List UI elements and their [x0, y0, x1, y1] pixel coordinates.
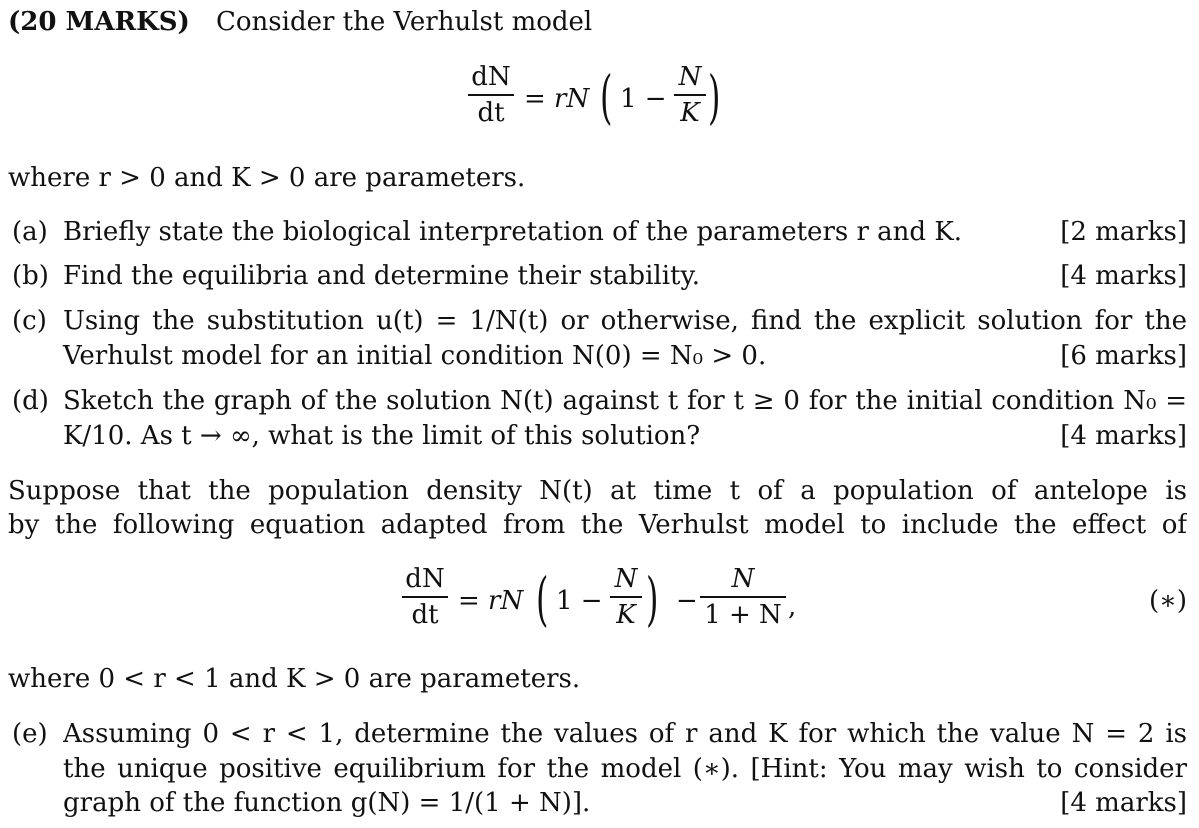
eq2-comma: ,	[788, 592, 797, 622]
part-e	[0, 716, 1199, 752]
paragraph-line1: Suppose that the population density N(t) at time t of a population of antelope is	[8, 476, 1187, 506]
part-a	[0, 214, 1199, 250]
eq1-right-paren: )	[708, 63, 721, 131]
eq2-right-paren: )	[646, 565, 659, 633]
paragraph-line2: by the following equation adapted from the Verhulst model to include the effect of	[8, 510, 1187, 540]
marks-heading: (20 MARKS)	[8, 7, 190, 37]
eq2-fraction: N K	[610, 564, 642, 630]
part-c-text-line1: Using the substitution u(t) = 1/N(t) or otherwise, find the explicit solution for the	[63, 306, 1187, 336]
question-header	[0, 4, 1199, 40]
eq1-derivative: dN dt	[468, 62, 514, 128]
part-e-line3	[0, 785, 1199, 821]
part-e-text-line2: the unique positive equilibrium for the model (∗). [Hint: You may wish to consider	[63, 754, 1187, 784]
part-e-marks: [4 marks]	[1060, 788, 1187, 818]
predation-equation	[0, 562, 1199, 652]
eq2-predation-fraction: N 1 + N	[700, 564, 786, 630]
part-d	[0, 383, 1199, 419]
eq2-minus: −	[676, 586, 698, 616]
part-b-tag: (b)	[12, 261, 49, 291]
part-d-text-line1: Sketch the graph of the solution N(t) against t for t ≥ 0 for the initial condition N₀ =	[63, 386, 1187, 416]
verhulst-equation	[0, 60, 1199, 150]
part-d-tag: (d)	[12, 386, 49, 416]
part-c-marks: [6 marks]	[1060, 341, 1187, 371]
eq2-derivative: dN dt	[402, 564, 448, 630]
part-d-line2	[0, 418, 1199, 454]
part-c-tag: (c)	[12, 306, 47, 336]
eq2-inner: 1 −	[556, 586, 603, 616]
part-e-tag: (e)	[12, 719, 48, 749]
part-d-text-line2: K/10. As t → ∞, what is the limit of this solution?	[63, 421, 701, 451]
part-e-text-line3: graph of the function g(N) = 1/(1 + N)].	[63, 788, 591, 818]
part-a-marks: [2 marks]	[1060, 217, 1187, 247]
part-e-line2	[0, 751, 1199, 787]
eq1-rhs: = rN	[524, 84, 590, 114]
eq1-left-paren: (	[600, 63, 613, 131]
part-b-marks: [4 marks]	[1060, 261, 1187, 291]
part-c	[0, 303, 1199, 339]
part-b	[0, 258, 1199, 294]
eq2-rhs: = rN	[458, 586, 524, 616]
part-b-text: Find the equilibria and determine their stability.	[63, 261, 700, 291]
part-a-tag: (a)	[12, 217, 48, 247]
eq2-left-paren: (	[536, 565, 549, 633]
part-e-text-line1: Assuming 0 < r < 1, determine the values of r and K for which the value N = 2 is	[63, 719, 1187, 749]
where-line-1: where r > 0 and K > 0 are parameters.	[8, 163, 526, 193]
eq2-label: (∗)	[1149, 586, 1187, 616]
eq1-inner: 1 −	[620, 84, 667, 114]
part-a-text: Briefly state the biological interpretation of the parameters r and K.	[63, 217, 963, 247]
eq1-fraction: N K	[674, 62, 706, 128]
part-c-line2	[0, 338, 1199, 374]
part-c-text-line2: Verhulst model for an initial condition N(0) = N₀ > 0.	[63, 341, 767, 371]
part-d-marks: [4 marks]	[1060, 421, 1187, 451]
intro-text: Consider the Verhulst model	[216, 7, 593, 37]
where-line-2: where 0 < r < 1 and K > 0 are parameters.	[8, 664, 581, 694]
